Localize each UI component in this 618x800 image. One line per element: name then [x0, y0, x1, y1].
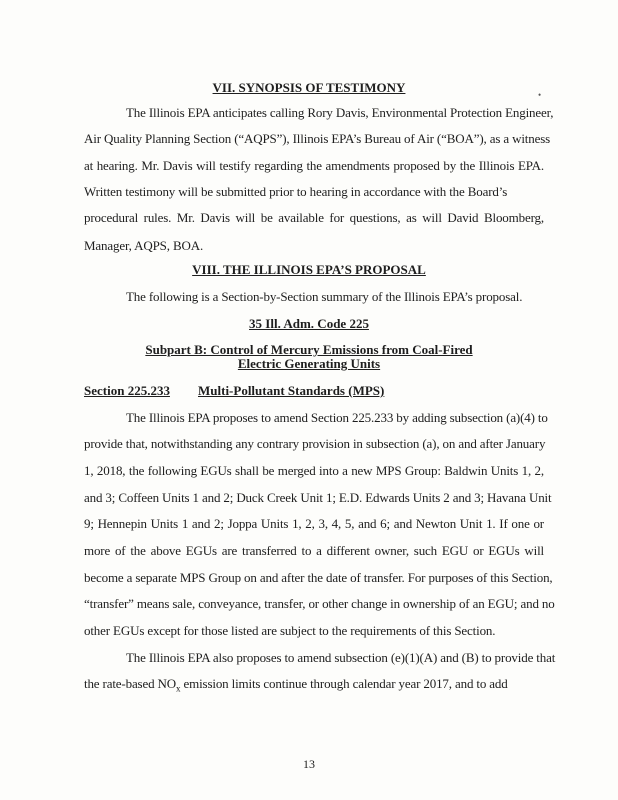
section-vii-heading: VII. SYNOPSIS OF TESTIMONY [212, 80, 406, 95]
paragraph-line: The Illinois EPA proposes to amend Section 225.233 by adding subsection (a)(4) to [126, 410, 548, 425]
paragraph-line: Written testimony will be submitted prior to hearing in accordance with the Board’s [84, 184, 508, 199]
paragraph-line: at hearing. Mr. Davis will testify regarding the amendments proposed by the Illinois EPA. [84, 158, 544, 173]
paragraph-line: and 3; Coffeen Units 1 and 2; Duck Creek Unit 1; E.D. Edwards Units 2 and 3; Havana Unit [84, 490, 552, 505]
paragraph-line: provide that, notwithstanding any contrary provision in subsection (a), on and after January [84, 436, 546, 451]
subpart-heading-line-2: Electric Generating Units [237, 356, 381, 371]
paragraph-line [84, 676, 544, 694]
paragraph-line: other EGUs except for those listed are subject to the requirements of this Section. [84, 623, 496, 638]
paragraph-line: Air Quality Planning Section (“AQPS”), Illinois EPA’s Bureau of Air (“BOA”), as a witness [84, 131, 551, 146]
section-number: Section 225.233 [84, 383, 170, 398]
section-title: Multi-Pollutant Standards (MPS) [198, 383, 385, 398]
paragraph-line: more of the above EGUs are transferred to a different owner, such EGU or EGUs will [84, 543, 544, 558]
margin-mark: • [538, 90, 542, 100]
paragraph-line: The Illinois EPA anticipates calling Rory Davis, Environmental Protection Engineer, [126, 105, 554, 120]
code-heading: 35 Ill. Adm. Code 225 [249, 316, 369, 331]
nox-text-after: emission limits continue through calendar year 2017, and to add [180, 676, 508, 691]
nox-text: the rate-based NO [84, 676, 177, 691]
subpart-heading-line-1: Subpart B: Control of Mercury Emissions from Coal-Fired [145, 342, 473, 357]
proposal-intro: The following is a Section-by-Section summary of the Illinois EPA’s proposal. [126, 289, 523, 304]
paragraph-line: The Illinois EPA also proposes to amend subsection (e)(1)(A) and (B) to provide that [126, 650, 556, 665]
paragraph-line: Manager, AQPS, BOA. [84, 238, 204, 253]
paragraph-line: procedural rules. Mr. Davis will be available for questions, as will David Bloomberg, [84, 210, 544, 225]
nox-subscript: x [176, 683, 181, 694]
paragraph-line: 1, 2018, the following EGUs shall be merged into a new MPS Group: Baldwin Units 1, 2, [84, 463, 544, 478]
section-viii-heading: VIII. THE ILLINOIS EPA’S PROPOSAL [192, 262, 426, 277]
paragraph-line: become a separate MPS Group on and after the date of transfer. For purposes of this Section, [84, 570, 553, 585]
paragraph-line: “transfer” means sale, conveyance, transfer, or other change in ownership of an EGU; and no [84, 596, 555, 611]
paragraph-line: 9; Hennepin Units 1 and 2; Joppa Units 1, 2, 3, 4, 5, and 6; and Newton Unit 1. If one or [84, 516, 544, 531]
page-number: 13 [303, 757, 315, 771]
